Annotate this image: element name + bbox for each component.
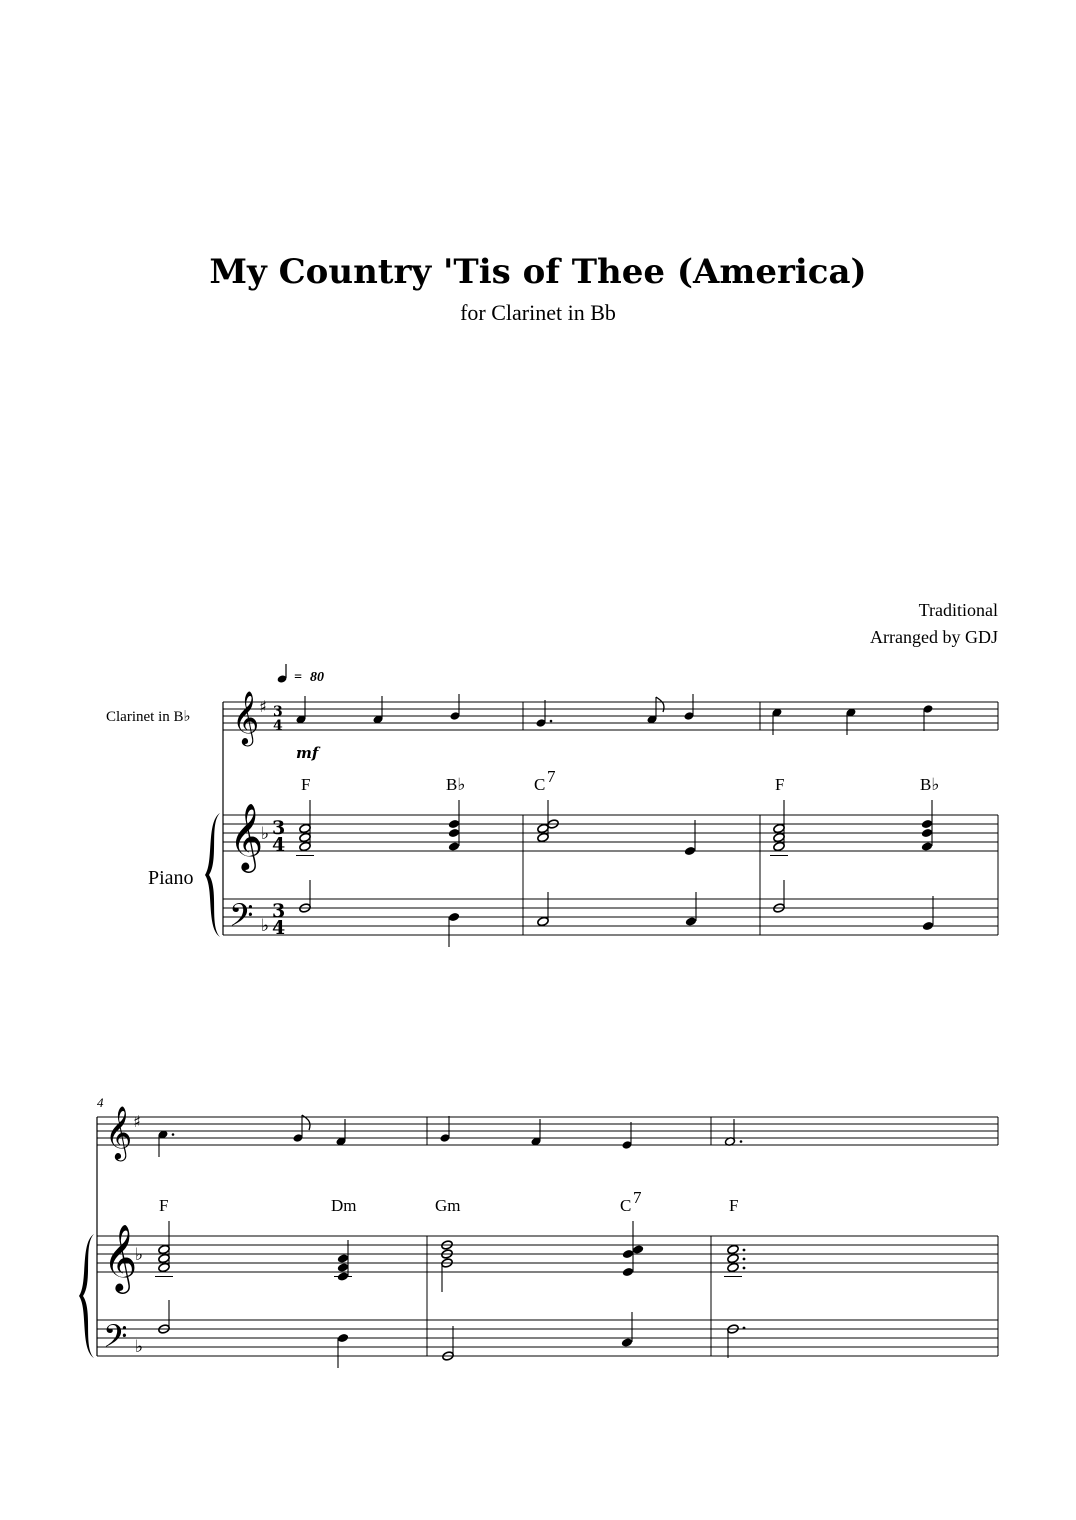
clarinet-staff-1 (223, 702, 998, 730)
flat-icon: ♭ (261, 916, 270, 936)
piano-label: Piano (148, 867, 194, 889)
piano-bass-notes-1 (299, 880, 934, 947)
tempo-equals: = (294, 670, 302, 685)
clarinet-staff-2 (97, 1117, 998, 1145)
clarinet-notes-m1-3 (296, 694, 934, 735)
measure-barlines (523, 702, 998, 935)
piano-brace (79, 1234, 94, 1358)
tempo-mark (277, 664, 324, 685)
treble-clef-icon: 𝄞 (232, 690, 260, 744)
piano-treble-staff-2 (97, 1236, 998, 1272)
clarinet-label: Clarinet in B♭ (106, 709, 191, 725)
dynamic-marking: mf (296, 744, 319, 762)
piano-bass-time-den: 4 (272, 917, 286, 939)
flat-icon: ♭ (135, 1245, 144, 1265)
chord-symbols-2 (159, 1188, 738, 1215)
treble-clef-icon: 𝄞 (229, 802, 264, 870)
treble-clef-icon: 𝄞 (103, 1223, 138, 1291)
chord-symbol: Dm (331, 1196, 357, 1215)
chord-symbol: B♭ (446, 775, 466, 794)
arranger-credit: Arranged by GDJ (870, 627, 998, 647)
clarinet-time-den: 4 (273, 718, 283, 734)
treble-clef-icon: 𝄞 (105, 1105, 133, 1159)
piano-bass-notes-2 (158, 1300, 746, 1368)
chord-symbols-1 (301, 767, 939, 794)
piano-brace (205, 813, 220, 937)
flat-icon: ♭ (261, 824, 270, 844)
chord-symbol: B♭ (920, 775, 940, 794)
chord-symbol: Gm (435, 1196, 461, 1215)
chord-symbol: F (775, 775, 785, 794)
tempo-value: 80 (310, 670, 324, 685)
piano-bass-staff-1 (223, 899, 998, 935)
piano-treble-time-num: 3 (272, 817, 286, 839)
system-2 (79, 1095, 998, 1368)
chord-symbol: F (729, 1196, 739, 1215)
piano-bass-staff-2 (97, 1320, 998, 1356)
chord-symbol: F (301, 775, 311, 794)
sharp-icon: ♯ (133, 1112, 141, 1131)
bass-clef-icon: 𝄢 (229, 897, 254, 941)
piano-treble-time-den: 4 (272, 834, 286, 856)
score-title: My Country 'Tis of Thee (America) (209, 252, 867, 292)
clarinet-notes-m4-6 (158, 1115, 743, 1157)
piano-treble-chords-2 (155, 1221, 745, 1292)
chord-symbol-sup: 7 (633, 1188, 642, 1207)
piano-treble-staff-1 (223, 815, 998, 851)
clarinet-time-num: 3 (273, 704, 283, 720)
system-1 (106, 664, 998, 947)
piano-bass-time-num: 3 (272, 900, 286, 922)
bass-clef-icon: 𝄢 (103, 1318, 128, 1362)
measure-number: 4 (97, 1095, 104, 1110)
chord-symbol-sup: 7 (547, 767, 556, 786)
score-subtitle: for Clarinet in Bb (460, 300, 616, 325)
sharp-icon: ♯ (259, 697, 267, 716)
chord-symbol: F (159, 1196, 169, 1215)
chord-symbol: C (620, 1196, 632, 1215)
piano-treble-chords-1 (296, 800, 933, 856)
flat-icon: ♭ (135, 1337, 144, 1357)
composer-credit: Traditional (918, 600, 998, 620)
chord-symbol: C (534, 775, 546, 794)
